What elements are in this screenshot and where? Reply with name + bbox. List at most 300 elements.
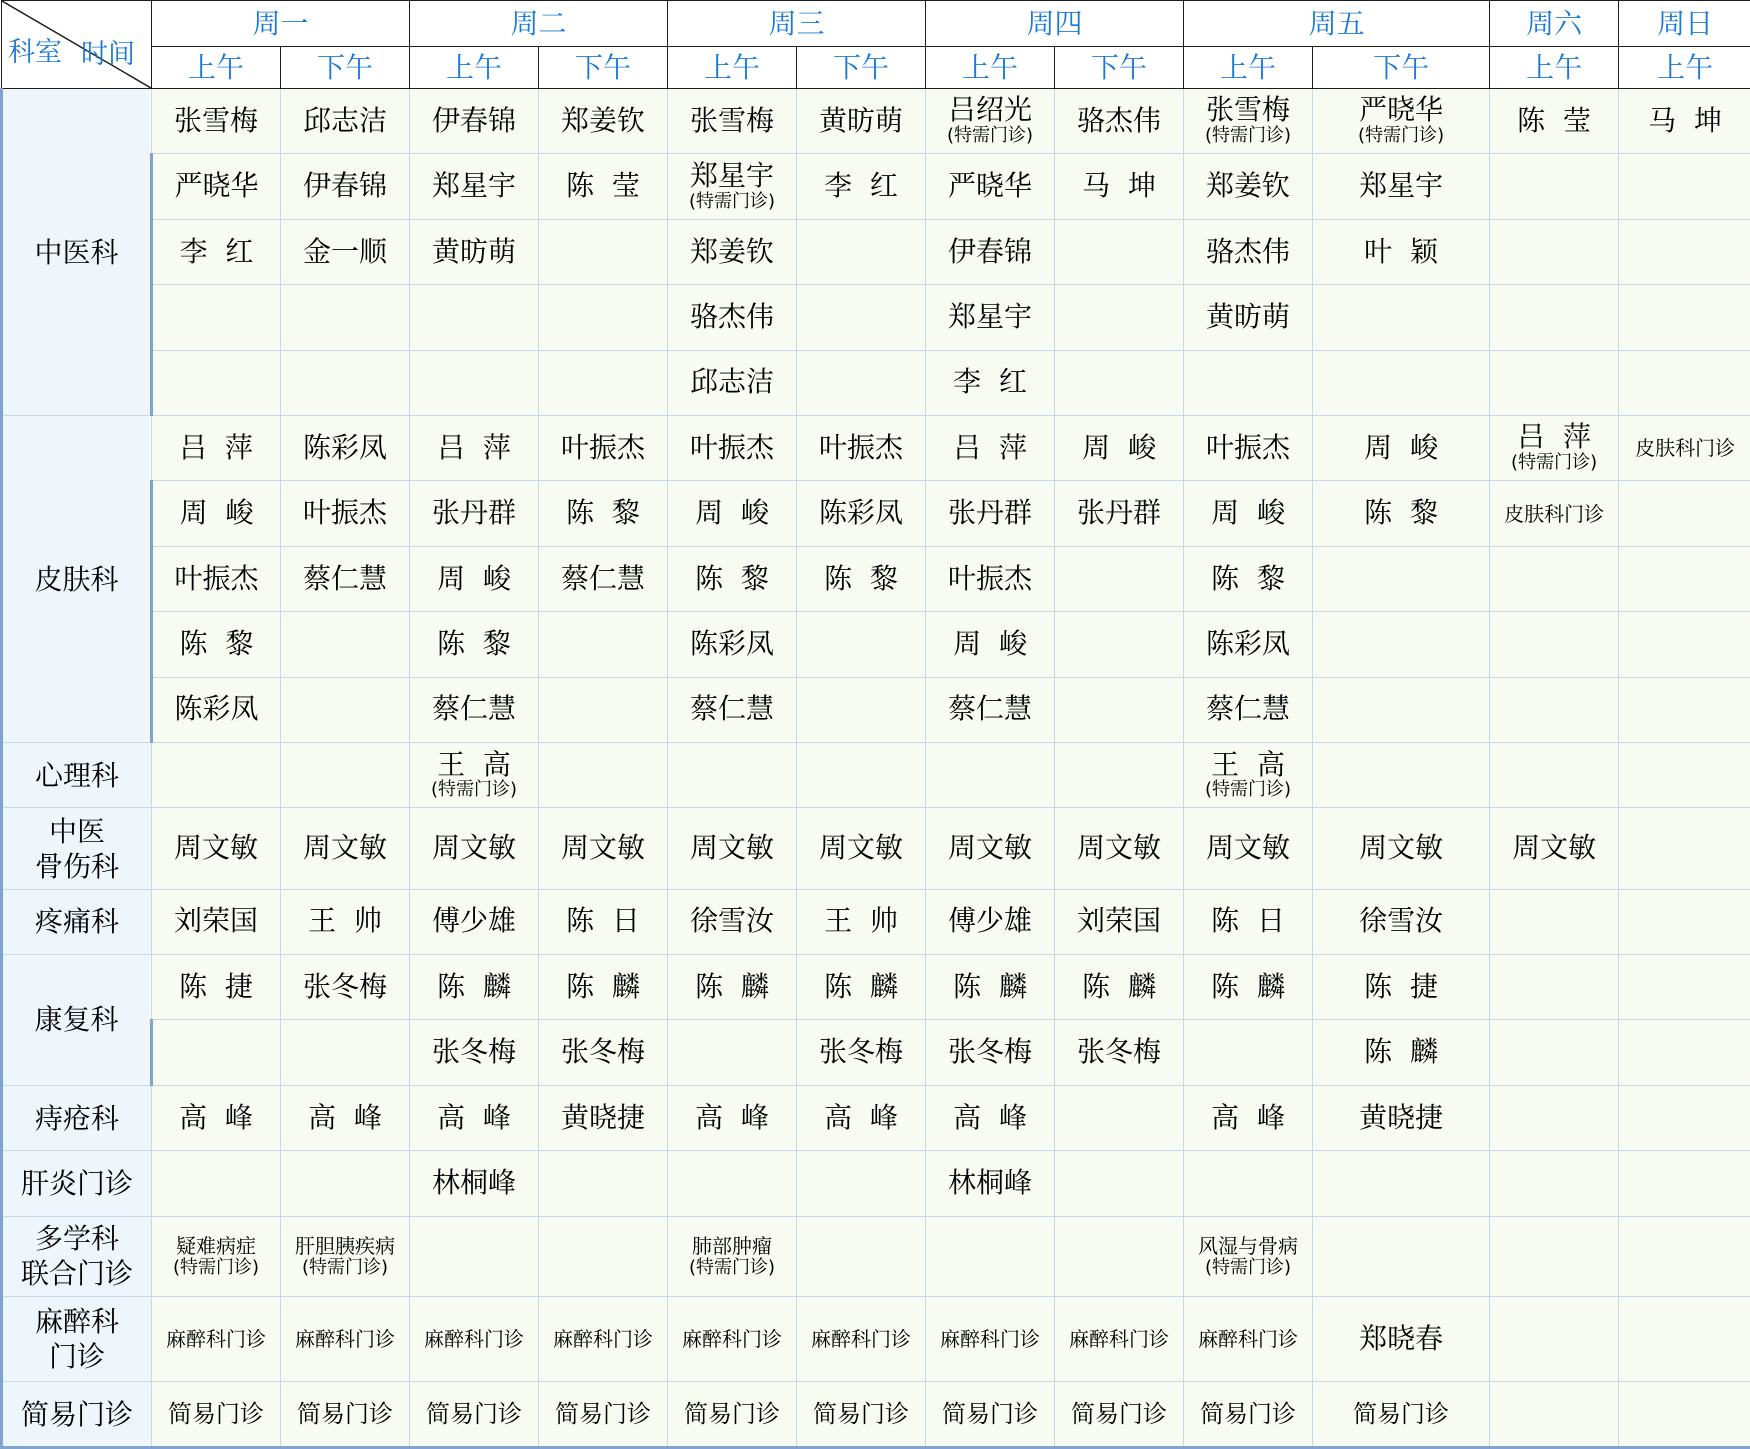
schedule-cell	[152, 1382, 281, 1448]
schedule-cell	[668, 1020, 797, 1085]
doctor-name: 周文敏	[1359, 831, 1444, 865]
doctor-name: 骆杰伟	[1077, 103, 1162, 137]
session-header: 上午	[1490, 47, 1619, 89]
schedule-cell	[797, 89, 926, 154]
special-clinic-note: (特需门诊)	[947, 125, 1034, 147]
schedule-cell	[797, 1296, 926, 1382]
schedule-cell	[1490, 808, 1619, 889]
schedule-cell	[1619, 1382, 1750, 1448]
doctor-name: 郑星宇	[432, 169, 517, 203]
schedule-cell	[410, 743, 539, 808]
schedule-cell	[926, 889, 1055, 954]
schedule-cell	[797, 677, 926, 742]
doctor-name: 伊春锦	[303, 169, 388, 203]
schedule-cell	[1619, 1216, 1750, 1296]
schedule-cell	[926, 1216, 1055, 1296]
schedule-cell	[1184, 350, 1313, 415]
schedule-cell	[797, 1020, 926, 1085]
doctor-name: 傅少雄	[948, 904, 1033, 938]
doctor-name: 张冬梅	[432, 1035, 517, 1069]
schedule-cell	[1313, 350, 1490, 415]
schedule-cell	[281, 1216, 410, 1296]
schedule-cell	[926, 1296, 1055, 1382]
schedule-cell	[410, 1151, 539, 1216]
doctor-name: 李 红	[953, 365, 1027, 399]
schedule-cell	[1313, 1296, 1490, 1382]
doctor-name: 叶振杰	[1206, 430, 1291, 464]
schedule-cell	[281, 1151, 410, 1216]
schedule-cell	[152, 154, 281, 219]
doctor-name: 张雪梅	[1206, 93, 1291, 127]
schedule-cell	[410, 1382, 539, 1448]
schedule-cell	[1055, 285, 1184, 350]
schedule-cell	[926, 1020, 1055, 1085]
schedule-cell	[1619, 350, 1750, 415]
doctor-name: 陈 麟	[953, 969, 1027, 1003]
doctor-name: 徐雪汝	[690, 904, 775, 938]
clinic-label: 简易门诊	[1071, 1399, 1168, 1428]
schedule-cell	[1490, 285, 1619, 350]
doctor-name: 周 峻	[179, 496, 254, 530]
doctor-name: 林桐峰	[432, 1166, 517, 1200]
department-name: 疼痛科	[2, 889, 152, 954]
schedule-row	[2, 481, 1750, 546]
schedule-cell	[1055, 677, 1184, 742]
schedule-cell	[152, 808, 281, 889]
doctor-name: 郑晓春	[1359, 1321, 1444, 1355]
session-header: 上午	[410, 47, 539, 89]
doctor-name: 陈 麟	[1082, 969, 1156, 1003]
schedule-cell	[668, 1085, 797, 1150]
schedule-cell	[668, 89, 797, 154]
schedule-cell	[410, 416, 539, 481]
schedule-cell	[1490, 612, 1619, 677]
doctor-name: 张雪梅	[690, 103, 775, 137]
clinic-label: 麻醉科门诊	[1198, 1327, 1299, 1352]
schedule-row	[2, 1296, 1750, 1382]
doctor-name: 陈彩凤	[1206, 627, 1291, 661]
schedule-cell	[1184, 154, 1313, 219]
doctor-name: 叶振杰	[303, 496, 388, 530]
schedule-cell	[410, 889, 539, 954]
schedule-cell	[1619, 889, 1750, 954]
schedule-cell	[152, 889, 281, 954]
schedule-cell	[1184, 1296, 1313, 1382]
doctor-name: 伊春锦	[432, 103, 517, 137]
doctor-name: 陈 麟	[824, 969, 898, 1003]
schedule-cell	[539, 677, 668, 742]
schedule-cell	[1055, 546, 1184, 611]
schedule-cell	[797, 1151, 926, 1216]
clinic-label: 皮肤科门诊	[1504, 501, 1605, 526]
session-header: 下午	[539, 47, 668, 89]
schedule-cell	[281, 350, 410, 415]
doctor-name: 周文敏	[1077, 831, 1162, 865]
doctor-name: 张冬梅	[303, 969, 388, 1003]
schedule-cell	[410, 154, 539, 219]
schedule-cell	[1313, 808, 1490, 889]
doctor-name: 高 峰	[179, 1100, 253, 1134]
doctor-name: 高 峰	[437, 1100, 511, 1134]
department-name: 中医科	[2, 89, 152, 416]
clinic-label: 麻醉科门诊	[682, 1327, 783, 1352]
doctor-name: 黄昉萌	[432, 234, 517, 268]
schedule-row	[2, 350, 1750, 415]
schedule-cell	[668, 677, 797, 742]
department-name: 皮肤科	[2, 416, 152, 743]
special-clinic-note: (特需门诊)	[1205, 125, 1292, 147]
doctor-name: 高 峰	[308, 1100, 382, 1134]
doctor-name: 邱志洁	[303, 103, 388, 137]
schedule-cell	[1313, 1382, 1490, 1448]
doctor-name: 周 峻	[953, 627, 1027, 661]
doctor-name: 张丹群	[432, 496, 517, 530]
schedule-cell	[410, 1020, 539, 1085]
special-clinic-note: (特需门诊)	[1511, 452, 1598, 474]
doctor-name: 陈 麟	[437, 969, 511, 1003]
schedule-cell	[410, 612, 539, 677]
schedule-cell	[926, 1382, 1055, 1448]
schedule-cell	[797, 416, 926, 481]
session-header: 上午	[152, 47, 281, 89]
schedule-cell	[1055, 219, 1184, 284]
schedule-cell	[1313, 955, 1490, 1020]
department-name: 中医 骨伤科	[2, 808, 152, 889]
schedule-cell	[281, 808, 410, 889]
doctor-name: 陈 麟	[566, 969, 640, 1003]
doctor-name: 周文敏	[1512, 831, 1597, 865]
schedule-cell	[926, 955, 1055, 1020]
doctor-name: 吕 萍	[179, 430, 253, 464]
doctor-name: 徐雪汝	[1359, 904, 1444, 938]
schedule-cell	[926, 285, 1055, 350]
day-header: 周一	[152, 1, 410, 47]
doctor-name: 周文敏	[173, 831, 258, 865]
schedule-cell	[1490, 1085, 1619, 1150]
schedule-cell	[152, 677, 281, 742]
special-clinic-note: (特需门诊)	[689, 190, 776, 212]
schedule-row	[2, 416, 1750, 481]
doctor-name: 刘荣国	[173, 904, 258, 938]
schedule-cell	[1490, 89, 1619, 154]
schedule-cell	[1619, 219, 1750, 284]
clinic-label: 皮肤科门诊	[1635, 436, 1736, 461]
doctor-name: 叶 颖	[1364, 234, 1438, 268]
schedule-cell	[1184, 1020, 1313, 1085]
schedule-cell	[281, 154, 410, 219]
schedule-cell	[926, 743, 1055, 808]
schedule-cell	[926, 808, 1055, 889]
schedule-cell	[1055, 808, 1184, 889]
schedule-cell	[281, 285, 410, 350]
schedule-cell	[668, 350, 797, 415]
schedule-cell	[1184, 955, 1313, 1020]
schedule-cell	[1490, 955, 1619, 1020]
doctor-name: 周 峻	[1364, 430, 1438, 464]
schedule-cell	[1490, 1151, 1619, 1216]
schedule-cell	[1490, 1382, 1619, 1448]
schedule-cell	[539, 1020, 668, 1085]
schedule-cell	[1184, 219, 1313, 284]
schedule-row	[2, 1216, 1750, 1296]
doctor-name: 叶振杰	[174, 561, 259, 595]
doctor-name: 李 红	[179, 234, 254, 268]
doctor-name: 林桐峰	[948, 1166, 1033, 1200]
schedule-cell	[797, 1216, 926, 1296]
doctor-name: 周文敏	[432, 831, 517, 865]
day-header: 周日	[1619, 1, 1750, 47]
doctor-name: 马 坤	[1082, 169, 1156, 203]
schedule-cell	[1313, 481, 1490, 546]
schedule-cell	[281, 612, 410, 677]
schedule-cell	[1619, 285, 1750, 350]
schedule-cell	[410, 1216, 539, 1296]
doctor-name: 陈 黎	[566, 496, 640, 530]
doctor-name: 高 峰	[953, 1100, 1027, 1134]
schedule-cell	[668, 285, 797, 350]
schedule-cell	[1490, 481, 1619, 546]
clinic-label: 简易门诊	[813, 1399, 910, 1428]
schedule-cell	[1184, 612, 1313, 677]
schedule-cell	[1490, 1216, 1619, 1296]
schedule-cell	[1619, 416, 1750, 481]
schedule-cell	[668, 1296, 797, 1382]
schedule-cell	[539, 481, 668, 546]
schedule-cell	[1184, 1216, 1313, 1296]
doctor-name: 严晓华	[174, 169, 259, 203]
schedule-cell	[281, 1085, 410, 1150]
schedule-cell	[1055, 1085, 1184, 1150]
clinic-label: 简易门诊	[555, 1399, 652, 1428]
doctor-name: 蔡仁慧	[561, 561, 646, 595]
doctor-name: 周 峻	[1211, 496, 1285, 530]
doctor-name: 傅少雄	[432, 904, 517, 938]
doctor-name: 黄昉萌	[819, 103, 904, 137]
schedule-cell	[410, 1296, 539, 1382]
doctor-name: 陈 日	[566, 904, 640, 938]
schedule-cell	[1313, 677, 1490, 742]
schedule-cell	[797, 154, 926, 219]
doctor-name: 蔡仁慧	[1206, 692, 1291, 726]
schedule-cell	[152, 219, 281, 284]
department-name: 多学科 联合门诊	[2, 1216, 152, 1296]
doctor-name: 张雪梅	[173, 103, 258, 137]
schedule-cell	[797, 808, 926, 889]
schedule-cell	[668, 416, 797, 481]
doctor-name: 吕 萍	[437, 430, 511, 464]
doctor-name: 叶振杰	[690, 430, 775, 464]
special-clinic-note: (特需门诊)	[1205, 1256, 1292, 1278]
schedule-cell	[797, 219, 926, 284]
doctor-name: 周文敏	[819, 831, 904, 865]
schedule-row	[2, 677, 1750, 742]
schedule-cell	[797, 612, 926, 677]
schedule-cell	[668, 889, 797, 954]
special-clinic-note: (特需门诊)	[689, 1256, 776, 1278]
clinic-label: 风湿与骨病	[1198, 1233, 1299, 1258]
doctor-name: 周文敏	[948, 831, 1033, 865]
schedule-cell	[668, 612, 797, 677]
corner-header	[2, 1, 152, 89]
schedule-cell	[281, 1020, 410, 1085]
schedule-cell	[1490, 219, 1619, 284]
special-clinic-note: (特需门诊)	[301, 1256, 389, 1278]
schedule-cell	[797, 743, 926, 808]
schedule-cell	[1313, 89, 1490, 154]
schedule-cell	[1490, 743, 1619, 808]
doctor-name: 陈 麟	[1364, 1035, 1438, 1069]
doctor-name: 陈 黎	[437, 627, 511, 661]
schedule-cell	[1619, 1020, 1750, 1085]
day-header: 周三	[668, 1, 926, 47]
schedule-cell	[1619, 743, 1750, 808]
doctor-name: 郑姜钦	[690, 234, 775, 268]
schedule-body	[2, 89, 1750, 1448]
doctor-name: 陈 黎	[179, 627, 254, 661]
doctor-name: 吕 萍	[953, 430, 1027, 464]
doctor-name: 郑星宇	[948, 300, 1033, 334]
schedule-row	[2, 154, 1750, 219]
doctor-name: 骆杰伟	[1206, 234, 1291, 268]
schedule-cell	[1490, 889, 1619, 954]
schedule-cell	[152, 743, 281, 808]
doctor-name: 陈 麟	[695, 969, 769, 1003]
schedule-cell	[410, 1085, 539, 1150]
doctor-name: 伊春锦	[948, 234, 1033, 268]
session-header: 上午	[926, 47, 1055, 89]
schedule-cell	[281, 219, 410, 284]
doctor-name: 蔡仁慧	[690, 692, 775, 726]
corner-time-label: 时间	[81, 39, 135, 70]
schedule-cell	[1055, 89, 1184, 154]
schedule-cell	[539, 1382, 668, 1448]
doctor-name: 高 峰	[1211, 1100, 1285, 1134]
schedule-cell	[1619, 677, 1750, 742]
schedule-cell	[797, 481, 926, 546]
doctor-name: 马 坤	[1648, 103, 1722, 137]
clinic-label: 肺部肿瘤	[692, 1233, 773, 1258]
schedule-cell	[1313, 219, 1490, 284]
doctor-name: 张冬梅	[948, 1035, 1033, 1069]
schedule-cell	[1184, 546, 1313, 611]
schedule-cell	[281, 955, 410, 1020]
doctor-name: 郑星宇	[690, 158, 775, 192]
schedule-cell	[926, 154, 1055, 219]
schedule-cell	[539, 285, 668, 350]
schedule-cell	[152, 89, 281, 154]
doctor-name: 张冬梅	[819, 1035, 904, 1069]
doctor-name: 周文敏	[690, 831, 775, 865]
doctor-name: 蔡仁慧	[303, 561, 388, 595]
schedule-cell	[1184, 1085, 1313, 1150]
schedule-cell	[926, 1085, 1055, 1150]
doctor-name: 周文敏	[1206, 831, 1291, 865]
schedule-cell	[1055, 416, 1184, 481]
schedule-cell	[152, 955, 281, 1020]
day-header: 周五	[1184, 1, 1490, 47]
session-header: 上午	[1619, 47, 1750, 89]
doctor-name: 张丹群	[948, 496, 1033, 530]
doctor-name: 叶振杰	[948, 561, 1033, 595]
schedule-cell	[668, 481, 797, 546]
doctor-name: 陈 莹	[566, 169, 640, 203]
schedule-row	[2, 955, 1750, 1020]
doctor-name: 张丹群	[1077, 496, 1162, 530]
doctor-name: 陈彩凤	[174, 692, 259, 726]
schedule-cell	[926, 612, 1055, 677]
doctor-name: 周 峻	[437, 561, 511, 595]
doctor-name: 郑姜钦	[561, 103, 646, 137]
schedule-cell	[926, 350, 1055, 415]
special-clinic-note: (特需门诊)	[1205, 779, 1292, 801]
session-header: 上午	[1184, 47, 1313, 89]
schedule-cell	[1055, 154, 1184, 219]
schedule-cell	[1055, 1216, 1184, 1296]
schedule-row	[2, 808, 1750, 889]
department-name: 康复科	[2, 955, 152, 1086]
doctor-name: 吕绍光	[948, 93, 1033, 127]
schedule-cell	[1055, 481, 1184, 546]
schedule-cell	[1619, 1085, 1750, 1150]
schedule-row	[2, 89, 1750, 154]
schedule-cell	[1313, 889, 1490, 954]
doctor-name: 陈彩凤	[690, 627, 775, 661]
schedule-cell	[539, 546, 668, 611]
schedule-cell	[1055, 350, 1184, 415]
special-clinic-note: (特需门诊)	[1358, 125, 1445, 147]
schedule-cell	[1055, 1382, 1184, 1448]
doctor-name: 王 高	[437, 747, 511, 781]
schedule-cell	[926, 481, 1055, 546]
schedule-cell	[539, 154, 668, 219]
schedule-cell	[797, 1085, 926, 1150]
doctor-name: 陈 黎	[1211, 561, 1285, 595]
doctor-name: 叶振杰	[561, 430, 646, 464]
schedule-cell	[152, 1020, 281, 1085]
schedule-cell	[1184, 285, 1313, 350]
schedule-cell	[152, 350, 281, 415]
day-header: 周二	[410, 1, 668, 47]
schedule-cell	[152, 546, 281, 611]
doctor-name: 陈 黎	[695, 561, 769, 595]
schedule-cell	[668, 743, 797, 808]
day-header-row	[2, 1, 1750, 47]
department-name: 肝炎门诊	[2, 1151, 152, 1216]
schedule-cell	[410, 546, 539, 611]
schedule-cell	[1490, 1296, 1619, 1382]
department-name: 简易门诊	[2, 1382, 152, 1448]
schedule-cell	[1184, 677, 1313, 742]
clinic-label: 麻醉科门诊	[295, 1327, 395, 1352]
schedule-cell	[539, 743, 668, 808]
schedule-cell	[410, 677, 539, 742]
schedule-cell	[539, 612, 668, 677]
schedule-cell	[797, 955, 926, 1020]
doctor-name: 蔡仁慧	[432, 692, 517, 726]
schedule-cell	[281, 889, 410, 954]
clinic-label: 麻醉科门诊	[811, 1327, 912, 1352]
schedule-row	[2, 285, 1750, 350]
schedule-cell	[410, 481, 539, 546]
session-header: 下午	[281, 47, 410, 89]
schedule-row	[2, 1151, 1750, 1216]
schedule-cell	[797, 350, 926, 415]
schedule-cell	[926, 416, 1055, 481]
schedule-cell	[410, 955, 539, 1020]
doctor-name: 吕 萍	[1517, 420, 1591, 454]
clinic-label: 简易门诊	[1200, 1399, 1297, 1428]
schedule-cell	[281, 481, 410, 546]
